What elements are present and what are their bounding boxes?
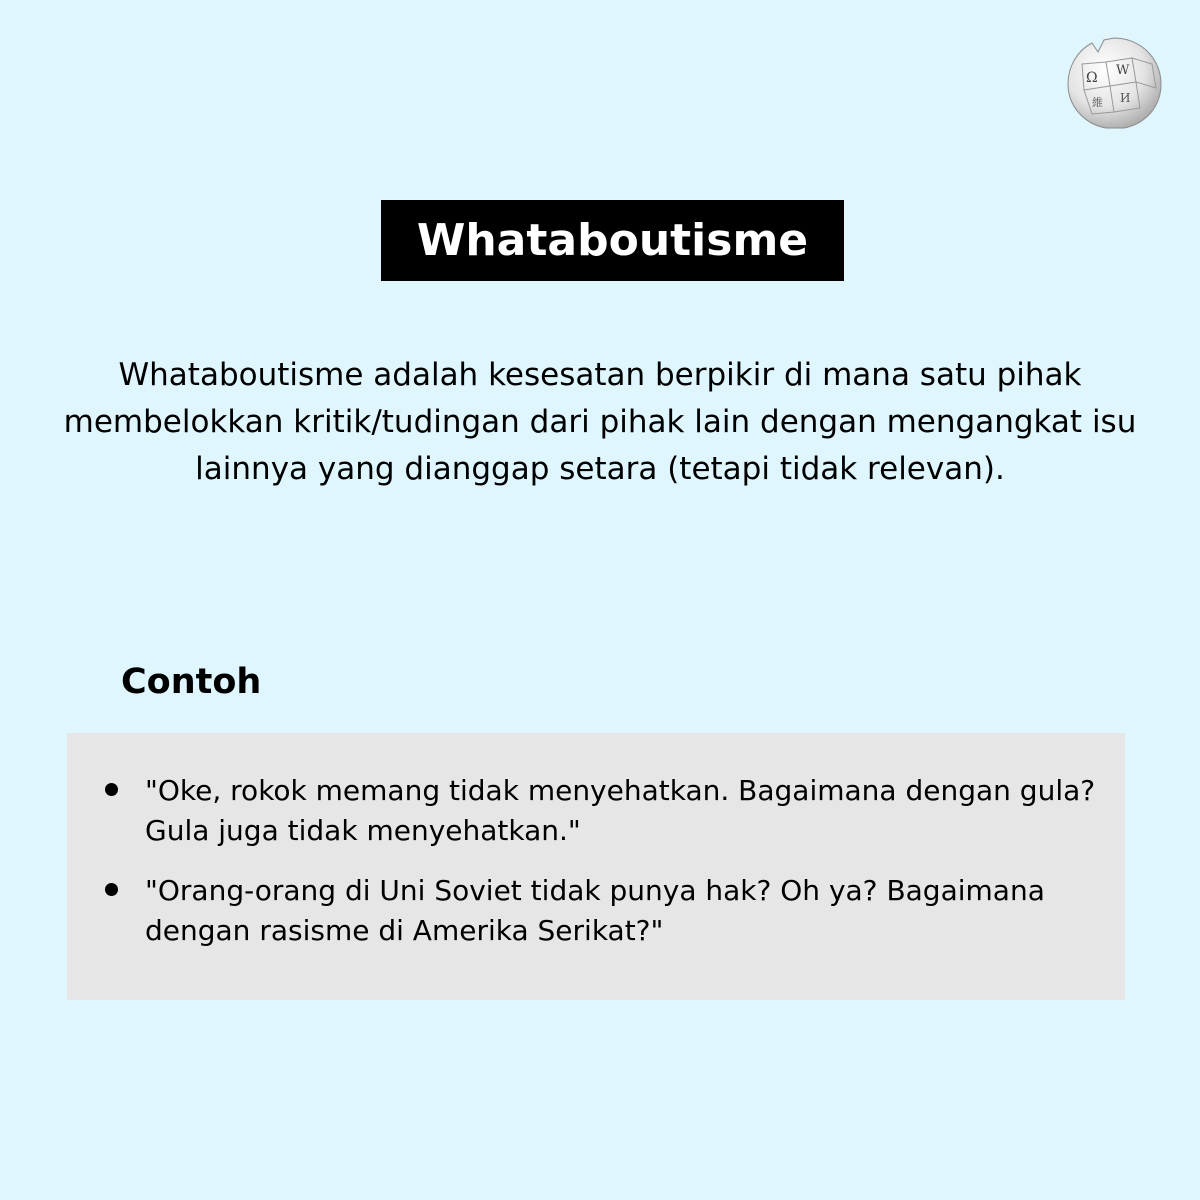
bullet-icon <box>105 783 118 796</box>
title-box <box>381 200 844 281</box>
wikipedia-logo-icon <box>1062 34 1166 130</box>
examples-box <box>67 733 1125 1000</box>
example-text: "Orang-orang di Uni Soviet tidak punya hak? Oh ya? Bagaimana dengan rasisme di Amerika Serikat?" <box>145 874 1045 947</box>
example-item <box>67 771 1125 851</box>
bullet-icon <box>105 883 118 896</box>
logo-glyph-omega: Ω <box>1086 70 1098 86</box>
logo-glyph-w: W <box>1116 63 1130 78</box>
example-item <box>67 871 1125 951</box>
example-text: "Oke, rokok memang tidak menyehatkan. Bagaimana dengan gula? Gula juga tidak menyehatkan." <box>145 774 1096 847</box>
examples-heading: Contoh <box>121 662 262 702</box>
page-title: Whataboutisme <box>416 215 809 266</box>
definition-text: Whataboutisme adalah kesesatan berpikir di mana satu pihak membelokkan kritik/tudingan dari pihak lain dengan mengangkat isu lainnya yang dianggap setara (tetapi tidak relevan). <box>63 357 1137 487</box>
logo-glyph-cjk: 維 <box>1092 96 1103 109</box>
logo-glyph-cyrillic: И <box>1120 91 1131 105</box>
examples-list <box>67 771 1125 971</box>
